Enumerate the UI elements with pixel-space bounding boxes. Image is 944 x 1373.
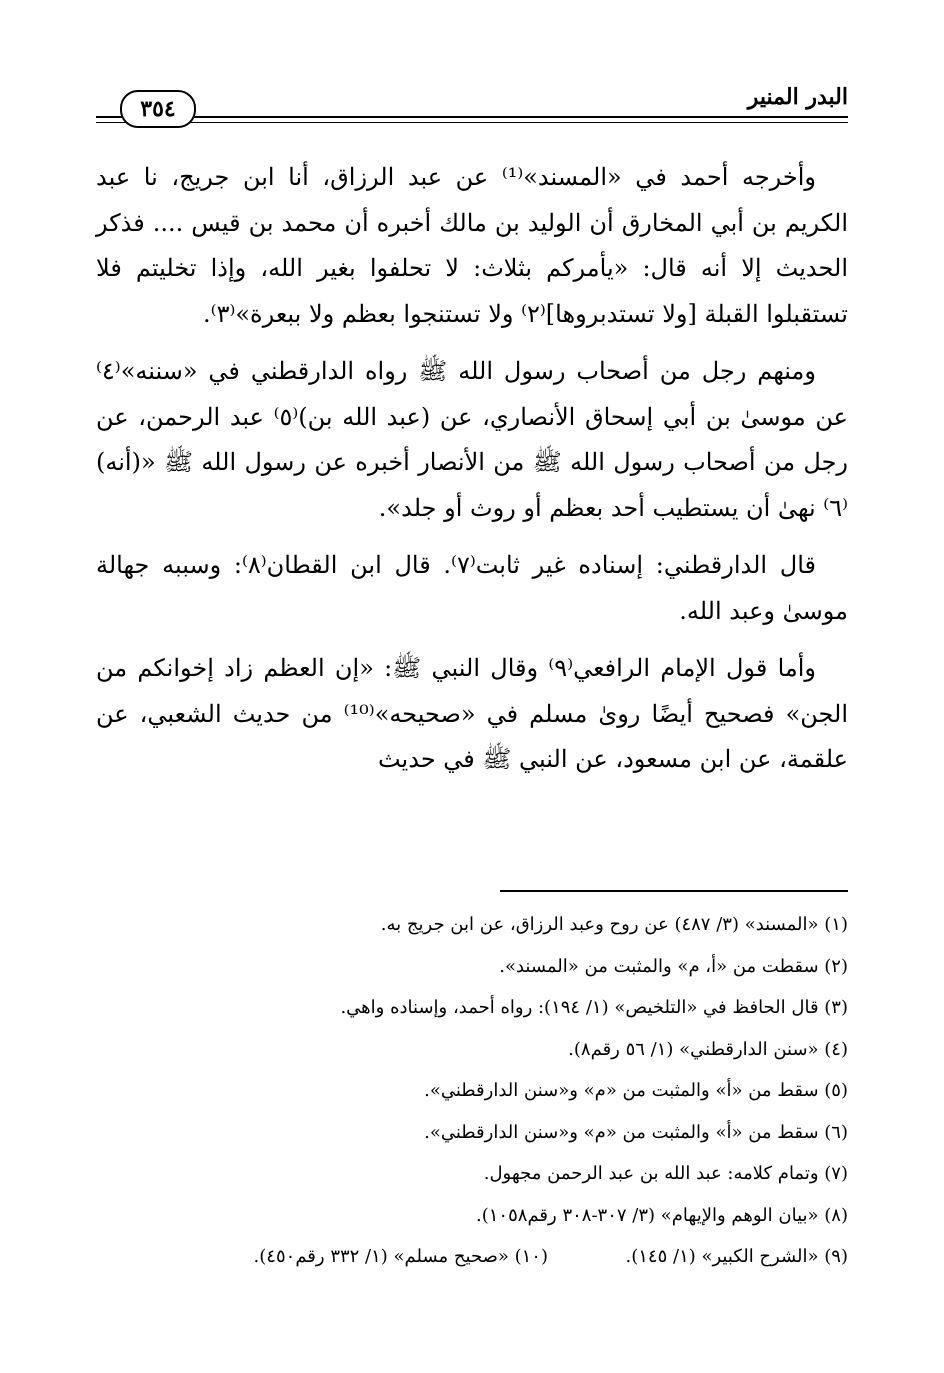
main-text [96, 155, 848, 795]
paragraph: وأما قول الإمام الرافعي⁽٩⁾ وقال النبي ﷺ: «إن العظم زاد إخوانكم من الجن» فصحيح أيضًا روىٰ مسلم في «صحيحه»⁽¹⁰⁾ من حديث الشعبي، عن علقمة، عن ابن مسعود، عن النبي ﷺ في حديث [96, 654, 849, 773]
paragraph: قال الدارقطني: إسناده غير ثابت⁽٧⁾. قال ابن القطان⁽٨⁾: وسببه جهالة موسىٰ وعبد الله. [96, 551, 848, 625]
footnote: (٣) قال الحافظ في «التلخيص» (١/ ١٩٤): رواه أحمد، وإسناده واهي. [340, 997, 848, 1018]
footnote: (٤) «سنن الدارقطني» (١/ ٥٦ رقم٨). [568, 1038, 848, 1060]
footnote: (٩) «الشرح الكبير» (١/ ١٤٥). [625, 1246, 848, 1267]
footnote: (١) «المسند» (٣/ ٤٨٧) عن روح وعبد الرزاق، عن ابن جريج به. [380, 914, 848, 935]
footnote: (٨) «بيان الوهم والإيهام» (٣/ ٣٠٧-٣٠٨ رقم١٠٥٨). [476, 1204, 848, 1226]
footnote: (٥) سقط من «أ» والمثبت من «م» و«سنن الدارقطني». [424, 1080, 848, 1101]
header-rule-thin [96, 122, 848, 123]
page-number: ٣٥٤ [120, 90, 196, 128]
running-title: البدر المنير [747, 84, 848, 110]
paragraph: ومنهم رجل من أصحاب رسول الله ﷺ رواه الدارقطني في «سننه»⁽٤⁾ عن موسىٰ بن أبي إسحاق الأنصاري، عن (عبد الله بن)⁽٥⁾ عبد الرحمن، عن رجل من أصحاب رسول الله ﷺ من الأنصار أخبره عن رسول الله ﷺ «(أنه)⁽٦⁾ نهىٰ أن يستطيب أحد بعظم أو روث أو جلد». [96, 357, 849, 522]
footnotes [96, 904, 848, 1278]
footnote: (٦) سقط من «أ» والمثبت من «م» و«سنن الدارقطني». [424, 1121, 848, 1143]
paragraph: وأخرجه أحمد في «المسند»⁽¹⁾ عن عبد الرزاق، أنا ابن جريج، نا عبد الكريم بن أبي المخارق أن الوليد بن مالك أخبره أن محمد بن قيس .... فذكر الحديث إلا أنه قال: «يأمركم بثلاث: لا تحلفوا بغير الله، وإذا تخليتم فلا تستقبلوا القبلة [ولا تستدبروها]⁽٢⁾ ولا تستنجوا بعظم ولا ببعرة»⁽٣⁾. [96, 163, 848, 328]
footnote-row [96, 1236, 848, 1278]
footnote: (١٠) «صحيح مسلم» (١/ ٣٣٢ رقم٤٥٠). [253, 1246, 548, 1267]
page-header [96, 84, 848, 128]
footnote-separator [500, 890, 848, 892]
footnote: (٧) وتمام كلامه: عبد الله بن عبد الرحمن مجهول. [483, 1163, 848, 1184]
footnote: (٢) سقطت من «أ، م» والمثبت من «المسند». [499, 955, 848, 977]
header-rule [96, 116, 848, 118]
